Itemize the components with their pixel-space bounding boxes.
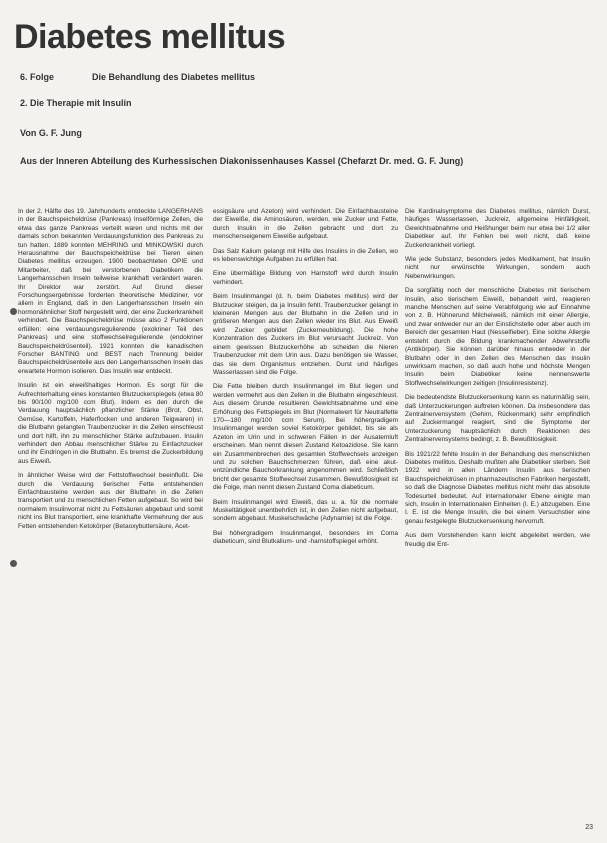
paragraph: Bis 1921/22 fehlte Insulin in der Behandlung des menschlichen Diabetes mellitus. Deshalb mußten alle Diabetiker sterben. Seit 1922 wird in allen Ländern Insulin aus tierischen Bauchspeicheldrüsen in pharmazeutischen Fabriken hergestellt, so daß die Diagnose Diabetes mellitus nicht mehr das absolute Todesurteil bedeutet. Auf internationaler Ebene einigte man sich, Insulin in Internationalen Einheiten (I. E.) abzugeben. Eine I. E. ist die Menge Insulin, die bei einem Versuchstier eine genau festgelegte Blutzuckersenkung hervorruft.: [405, 450, 590, 525]
article-title: Diabetes mellitus: [14, 18, 286, 56]
paragraph: Die Kardinalsymptome des Diabetes mellitus, nämlich Durst, häufiges Wasserlassen, Juckreiz, allgemeine Hinfälligkeit, Gewichtsabnahme und Heißhunger beim nur etwa bei 1/2 aller Diabetiker auf. Ihr Fehlen bei weit nicht, daß keine Zuckerkrankheit vorliegt.: [405, 208, 590, 249]
paragraph: Da sorgfältig noch der menschliche Diabetes mit tierischem Insulin, also tierischem Eiweiß, behandelt wird, reagieren manche Menschen auf seine Verabfolgung wie auf Einnahme von z. B. Hühnerund Milcheiweiß, nämlich mit einer Allergie, und zwar entweder nur an der Einstichstelle oder aber auch im Bereich der gesamten Haut (Nesselfieber). Eine solche Allergie entsteht durch die Bildung krankmachender Abwehrstoffe (Antikörper). Sie können darüber hinaus entweder in der Blutbahn oder in den Zellen des Menschen das Insulin unwirksam machen, so daß auch hohe und höchste Mengen Insulin beim Diabetiker keine nennenswerte Stoffwechselwirkungen zeitigen (Insulinresistenz).: [405, 287, 590, 387]
author: Von G. F. Jung: [20, 128, 82, 138]
paragraph: In der 2. Hälfte des 19. Jahrhunderts entdeckte LANGERHANS in der Bauchspeicheldrüse (Pankreas) Inselförmige Zellen, die etwa das ganze Pankreas verteilt waren und nichts mit der damals schon bekannten Verdauungsfunktion des Pankreas zu tun hatten. 1889 konnten MEHRING und MINKOWSKI durch Herausnahme der Bauchspeicheldrüse bei Tieren einen Diabetes mellitus erzeugen. 1900 beobachteten OPIE und Mitarbeiter, daß bei verstorbenen Diabetikern die Langerhansschen Inseln teilweise krankhaft verändert waren. Ihr Direktor war zerstört. Auf Grund dieser Forschungsergebnisse forderten theoretische Mediziner, vor allem in England, daß in den Langerhansschen Inseln ein hormonähnlicher Stoff hergestellt wird, der eine Zuckerkrankheit verhindert. Die Bauchspeicheldrüse müsse also 2 Funktionen erfüllen: eine verdauungsregulierende (exokriner Teil des Pankreas) und eine stoffwechselregulierende (endokriner Bauchspeicheldrüsenteil). 1921 konnten die kanadischen Forscher BANTING und BEST nach Trennung beider Bauchspeicheldrüsenteile aus den Langerhansschen Inseln das erwartete Hormon isolieren. Das Insulin war entdeckt.: [18, 208, 203, 375]
paragraph: essigsäure und Azeton) wird verhindert. Die Einfachbausteine der Eiweiße, die Aminosäuren, werden, wie Zucker und Fette, durch Insulin in die Zellen gebracht und dort zu menschenseigenem Eiweiße aufgebaut.: [213, 208, 398, 241]
text-column-2: [213, 208, 398, 553]
paragraph: In ähnlicher Weise wird der Fettstoffwechsel beeinflußt. Die durch die Verdauung tierischer Fette entstehenden Einfachbausteine werden aus der Blutbahn in die Zellen transportiert und zu menschlichen Fetten aufgebaut. So wird bei normalem Insulinvorrat nicht zu Fettsäuren abgebaut und somit nicht ins Blut transportiert, eine krankhafte Vermehrung der aus Fetten entstehenden Ketokörper (Betaoxybuttersäure, Acet-: [18, 472, 203, 530]
series-topic: Die Behandlung des Diabetes mellitus: [92, 72, 256, 82]
paragraph: Insulin ist ein eiweißhaltiges Hormon. Es sorgt für die Aufrechterhaltung eines konstanten Blutzuckerspiegels (etwa 80 bis 90/100 mg/100 ccm Blut). Indem es den durch die Verdauung hauptsächlich pflanzlicher Stärke (Brot, Obst, Gemüse, Kartoffeln, Haferflocken und anderen Teigwaren) in die Blutbahn gelangten Traubenzucker in die Zellen einschleust und dort hilft, ihn zu menschlicher Stärke aufzubauen. Insulin verhindert den Abbau menschlicher Stärke zu Einfachzucker und ihr Eindringen in die Blutbahn. Es bremst die Zuckerbildung aus Eiweiß.: [18, 382, 203, 465]
page-number: 23: [585, 824, 593, 831]
institution-line: Aus der Inneren Abteilung des Kurhessischen Diakonissenhauses Kassel (Chefarzt Dr. med. G. F. Jung): [20, 156, 464, 166]
section-heading: 2. Die Therapie mit Insulin: [20, 98, 132, 108]
paragraph: Aus dem Vorstehenden kann leicht abgeleitet werden, wie freudig die Ent-: [405, 532, 590, 548]
paragraph: Beim Insulinmangel (d. h. beim Diabetes mellitus) wird der Blutzucker steigen, da ja Insulin fehlt. Traubenzucker gelangt in kleineren Mengen aus der Blutbahn in die Zellen und in größeren Mengen aus den Zellen wieder ins Blut. Aus Eiweiß wird Zucker gebildet (Zuckerneubildung). Die hohe Konzentration des Zuckers im Blut verursacht Juckreiz. Von einem gewissen Blutzuckerhöhe ab scheiden die Nieren Traubenzucker mit dem Urin aus. Dazu benötigen sie Wasser, das sie dem Organismus entziehen. Durst und häufiges Wasserlassen sind die Folge.: [213, 293, 398, 376]
text-column-1: [18, 208, 203, 537]
paragraph: Die bedeutendste Blutzuckersenkung kann es naturmäßig sein, daß Unterzuckerungen auftreten können. Da insbesondere das Zentralnervensystem (Gehirn, Rückenmark) sehr empfindlich auf Zuckermangel reagiert, sind die Symptome der Unterzuckerung hauptsächlich durch Reaktionen des Zentralnervensystems bedingt, z. B. Bewußtlosigkeit.: [405, 394, 590, 444]
paragraph: Eine übermäßige Bildung von Harnstoff wird durch Insulin verhindert.: [213, 270, 398, 286]
paragraph: Bei höhergradigem Insulinmangel, besonders im Coma diabeticum, sind Blutkalium- und -harnstoffspiegel erhöht.: [213, 529, 398, 546]
series-line: [20, 72, 255, 82]
paragraph: Beim Insulinmangel wird Eiweiß, das u. a. für die normale Muskeltätigkeit unentbehrlich ist, in den Zellen nicht aufgebaut, sondern abgebaut. Muskelschwäche (Adynamie) ist die Folge.: [213, 498, 398, 523]
bullet-mark: [10, 560, 17, 567]
series-label: 6. Folge: [20, 72, 55, 82]
author-line: [20, 128, 82, 138]
paragraph: Wie jede Substanz, besonders jedes Medikament, hat Insulin nicht nur erwünschte Wirkungen, sondern auch Nebenwirkungen.: [405, 256, 590, 280]
bullet-mark: [10, 308, 17, 315]
paragraph: Die Fette bleiben durch Insulinmangel im Blut liegen und werden vermehrt aus den Zellen in die Blutbahn eingeschleust. Aus diesem Grunde resultieren Gewichtsabnahme und eine Erhöhung des Fettspiegels im Blut (Normalwert für Neutralfette 170—180 mg/100 ccm Serum). Bei höhergradigem Insulinmangel werden soviel Ketokörper gebildet, bis sie als Azeton im Urin und in schweren Fällen in der Ausatemluft erscheinen. Man nennt diesen Zustand Ketoazidose. Sie kann ein Zusammenbrechen des gesamten Stoffwechsels anzeigen und zu solchen Bauchschmerzen führen, daß eine akut-entzündliche Bauchorkrankung angenommen wird. Schließlich bricht der gesamte Stoffwechsel zusammen. Bewußtlosigkeit ist die Folge, man nennt diesen Zustand Coma diabeticum.: [213, 383, 398, 492]
paragraph: Das Salz Kalium gelangt mit Hilfe des Insulins in die Zellen, wo es lebenswichtige Aufgaben zu erfüllen hat.: [213, 247, 398, 264]
text-column-3: [405, 208, 590, 555]
